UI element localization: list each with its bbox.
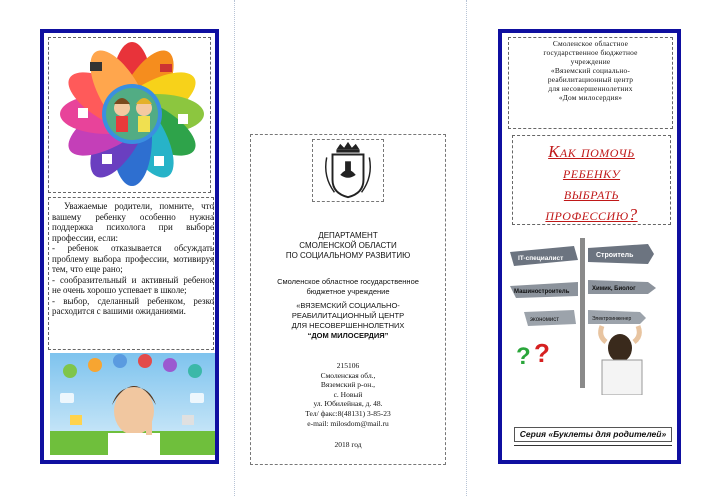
inst-name-line: ДЛЯ НЕСОВЕРШЕННОЛЕТНИХ bbox=[291, 321, 405, 330]
sign-label-machine: Машиностроитель bbox=[514, 289, 570, 295]
title-line: выбрать bbox=[563, 184, 620, 203]
question-mark-red-icon: ? bbox=[534, 338, 550, 368]
address-line: с. Новый bbox=[333, 389, 363, 399]
series-label: Серия «Буклеты для родителей» bbox=[514, 427, 672, 442]
sign-label-it: IT-специалист bbox=[518, 255, 564, 262]
booklet-title bbox=[513, 141, 670, 225]
series-underline bbox=[514, 445, 672, 446]
fold-line-left bbox=[234, 0, 235, 496]
child-with-icons-image bbox=[50, 353, 215, 455]
question-mark-green-icon: ? bbox=[516, 343, 531, 370]
title-line: Как помочь bbox=[548, 142, 635, 161]
org-line: Смоленское областное bbox=[552, 39, 629, 48]
department-name bbox=[251, 231, 445, 261]
org-line: реабилитационный центр bbox=[547, 75, 634, 84]
career-signpost-image bbox=[508, 238, 675, 395]
institution-type bbox=[251, 277, 445, 297]
title-frame bbox=[512, 135, 671, 225]
address-line: 215106 bbox=[336, 361, 360, 370]
org-line: «Вяземский социально- bbox=[550, 66, 631, 75]
advice-intro: Уважаемые родители, помните, что вашему ребенку особенно нужна поддержка психолога при выборе профессии, если: bbox=[52, 201, 214, 243]
fold-line-right bbox=[466, 0, 467, 496]
org-line: государственное бюджетное bbox=[543, 48, 638, 57]
address-line: ул. Юбилейная, д. 48. bbox=[313, 399, 383, 409]
dept-line: ДЕПАРТАМЕНТ bbox=[318, 231, 378, 240]
inst-name-line: «ВЯЗЕМСКИЙ СОЦИАЛЬНО- bbox=[296, 301, 400, 310]
org-line: для несовершеннолетних bbox=[548, 84, 633, 93]
advice-bullet: - сообразительный и активный ребенок не очень хорошо успевает в школе; bbox=[52, 274, 214, 295]
sign-label-engineer: Электроинженер bbox=[592, 316, 632, 322]
sign-label-economist: экономист bbox=[530, 317, 559, 323]
address-line: Смоленская обл., bbox=[320, 370, 376, 380]
org-line: учреждение bbox=[570, 57, 611, 66]
advice-bullet: - выбор, сделанный ребенком, резко расходится с вашими ожиданиями. bbox=[52, 295, 214, 316]
contact-address bbox=[251, 361, 445, 428]
smolensk-coat-of-arms-image bbox=[312, 139, 384, 202]
year-label: 2018 год bbox=[334, 440, 362, 449]
org-line: «Дом милосердия» bbox=[558, 93, 623, 102]
title-line: ребенку bbox=[562, 163, 621, 182]
inst-name-line: РЕАБИЛИТАЦИОННЫЙ ЦЕНТР bbox=[291, 311, 405, 320]
advice-bullet: - ребенок отказывается обсуждать проблему выбора профессии, мотивируя тем, что еще рано; bbox=[52, 243, 214, 274]
professions-flower-image bbox=[54, 39, 210, 189]
sign-label-builder: Строитель bbox=[596, 252, 634, 259]
address-line: Вяземский р-он., bbox=[320, 380, 376, 390]
left-panel bbox=[40, 29, 219, 464]
inst-line: Смоленское областное государственное bbox=[277, 277, 419, 286]
sign-label-chemist: Химик, Биолог bbox=[592, 286, 636, 292]
title-line: профессию? bbox=[545, 205, 638, 224]
phone-line: Тел/ факс:8(48131) 3-85-23 bbox=[305, 408, 391, 418]
institution-name bbox=[251, 301, 445, 341]
dept-line: ПО СОЦИАЛЬНОМУ РАЗВИТИЮ bbox=[285, 251, 411, 260]
inst-line: бюджетное учреждение bbox=[306, 287, 390, 296]
right-panel bbox=[498, 29, 681, 464]
dept-line: СМОЛЕНСКОЙ ОБЛАСТИ bbox=[299, 241, 397, 250]
middle-panel bbox=[250, 134, 446, 465]
inst-name-line: “ДОМ МИЛОСЕРДИЯ” bbox=[307, 331, 389, 340]
organization-header bbox=[512, 39, 669, 102]
advice-text bbox=[52, 201, 214, 317]
email-line: e-mail: milosdom@mail.ru bbox=[307, 418, 389, 428]
